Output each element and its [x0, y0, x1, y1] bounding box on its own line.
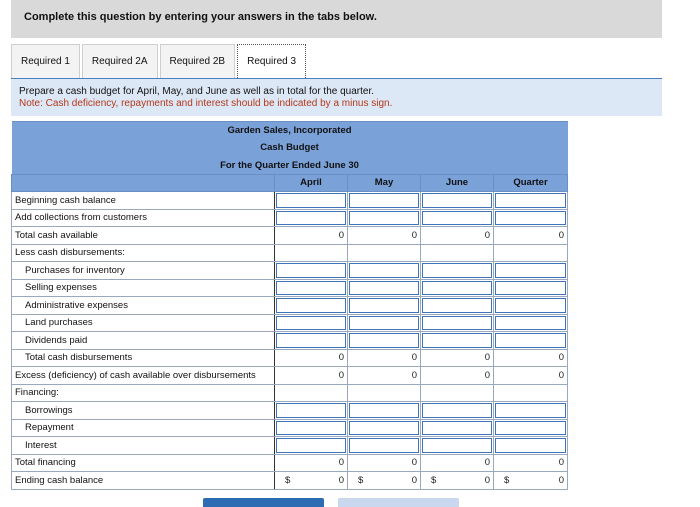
input-may[interactable] — [349, 316, 419, 331]
row-label: Selling expenses — [12, 279, 275, 297]
input-cell[interactable] — [275, 419, 348, 437]
input-cell[interactable] — [494, 402, 568, 420]
column-header-quarter: Quarter — [494, 174, 568, 192]
cell-value: 0 — [411, 474, 417, 486]
period-header-row — [12, 157, 568, 175]
input-cell[interactable] — [348, 297, 421, 315]
cell-value: 0 — [558, 369, 565, 381]
input-may[interactable] — [349, 298, 419, 313]
input-april[interactable] — [276, 438, 346, 453]
input-april[interactable] — [276, 403, 346, 418]
computed-cell-quarter — [494, 367, 568, 385]
company-header-row — [12, 122, 568, 140]
instructions-note: Note: Cash deficiency, repayments and interest should be indicated by a minus sign. — [19, 98, 393, 109]
input-quarter[interactable] — [495, 281, 566, 296]
input-cell[interactable] — [275, 262, 348, 280]
input-may[interactable] — [349, 193, 419, 208]
tab-required-2b[interactable]: Required 2B — [160, 44, 236, 78]
input-june[interactable] — [422, 316, 492, 331]
input-june[interactable] — [422, 281, 492, 296]
row-label: Ending cash balance — [12, 472, 275, 490]
empty-cell — [348, 244, 421, 262]
computed-cell-quarter — [494, 227, 568, 245]
cell-value: 0 — [558, 474, 565, 486]
tab-required-2a[interactable]: Required 2A — [82, 44, 158, 78]
input-cell[interactable] — [275, 437, 348, 455]
input-may[interactable] — [349, 438, 419, 453]
input-june[interactable] — [422, 421, 492, 436]
cell-value: 0 — [558, 352, 565, 364]
input-cell[interactable] — [421, 332, 494, 350]
input-june[interactable] — [422, 438, 492, 453]
cell-value: 0 — [338, 352, 344, 364]
input-cell[interactable] — [494, 192, 568, 210]
question-header-bar — [11, 0, 662, 38]
computed-cell-quarter — [494, 472, 568, 490]
input-may[interactable] — [349, 263, 419, 278]
tab-bar — [11, 44, 308, 78]
row-label: Less cash disbursements: — [12, 244, 275, 262]
row-label: Total cash disbursements — [12, 349, 275, 367]
cell-value: 0 — [484, 474, 490, 486]
table-row — [12, 314, 568, 332]
computed-cell-may — [348, 227, 421, 245]
cell-value: 0 — [484, 229, 490, 241]
computed-cell-april — [275, 454, 348, 472]
empty-cell — [275, 384, 348, 402]
previous-tab-button[interactable] — [203, 498, 324, 507]
empty-cell — [421, 384, 494, 402]
cell-value: 0 — [411, 352, 417, 364]
row-label: Purchases for inventory — [12, 262, 275, 280]
input-april[interactable] — [276, 211, 346, 226]
computed-cell-april — [275, 349, 348, 367]
cell-value: 0 — [411, 369, 417, 381]
input-cell[interactable] — [348, 314, 421, 332]
cell-value: 0 — [338, 229, 344, 241]
input-cell[interactable] — [421, 437, 494, 455]
computed-cell-may — [348, 367, 421, 385]
table-row — [12, 384, 568, 402]
input-cell[interactable] — [275, 402, 348, 420]
input-april[interactable] — [276, 298, 346, 313]
column-header-may: May — [348, 174, 421, 192]
computed-cell-quarter — [494, 454, 568, 472]
table-row — [12, 244, 568, 262]
input-cell[interactable] — [275, 192, 348, 210]
row-label: Total financing — [12, 454, 275, 472]
cash-budget-table — [11, 121, 568, 490]
cell-value: 0 — [338, 369, 344, 381]
computed-cell-may — [348, 454, 421, 472]
input-cell[interactable] — [275, 279, 348, 297]
row-label: Add collections from customers — [12, 209, 275, 227]
row-label: Dividends paid — [12, 332, 275, 350]
input-april[interactable] — [276, 333, 346, 348]
input-cell[interactable] — [275, 209, 348, 227]
input-april[interactable] — [276, 316, 346, 331]
input-cell[interactable] — [275, 314, 348, 332]
question-title: Complete this question by entering your answers in the tabs below. — [24, 11, 377, 23]
input-cell[interactable] — [421, 419, 494, 437]
computed-cell-may — [348, 472, 421, 490]
cell-value: 0 — [484, 369, 490, 381]
dollar-sign: $ — [431, 475, 437, 486]
table-row — [12, 262, 568, 280]
input-cell[interactable] — [275, 332, 348, 350]
row-label: Financing: — [12, 384, 275, 402]
row-label: Land purchases — [12, 314, 275, 332]
computed-cell-april — [275, 227, 348, 245]
table-row — [12, 437, 568, 455]
cell-value: 0 — [338, 474, 344, 486]
next-tab-button[interactable] — [338, 498, 459, 507]
input-may[interactable] — [349, 281, 419, 296]
input-cell[interactable] — [494, 297, 568, 315]
input-cell[interactable] — [348, 262, 421, 280]
input-june[interactable] — [422, 193, 492, 208]
input-april[interactable] — [276, 421, 346, 436]
title-header-row — [12, 139, 568, 157]
row-label: Borrowings — [12, 402, 275, 420]
cell-value: 0 — [558, 229, 565, 241]
input-june[interactable] — [422, 403, 492, 418]
computed-cell-quarter — [494, 349, 568, 367]
column-header-row — [12, 174, 568, 192]
table-row — [12, 332, 568, 350]
table-row — [12, 367, 568, 385]
input-cell[interactable] — [494, 314, 568, 332]
input-cell[interactable] — [275, 297, 348, 315]
empty-cell — [421, 244, 494, 262]
input-quarter[interactable] — [495, 421, 566, 436]
input-may[interactable] — [349, 421, 419, 436]
row-label: Repayment — [12, 419, 275, 437]
cell-value: 0 — [484, 457, 490, 469]
row-label: Excess (deficiency) of cash available over disbursements — [12, 367, 275, 385]
table-row — [12, 419, 568, 437]
column-header-june: June — [421, 174, 494, 192]
row-label: Interest — [12, 437, 275, 455]
input-cell[interactable] — [348, 332, 421, 350]
dollar-sign: $ — [358, 475, 364, 486]
empty-cell — [494, 384, 568, 402]
input-cell[interactable] — [494, 437, 568, 455]
budget-period: For the Quarter Ended June 30 — [12, 157, 568, 175]
input-cell[interactable] — [421, 209, 494, 227]
budget-title: Cash Budget — [12, 139, 568, 157]
input-cell[interactable] — [494, 419, 568, 437]
instructions-panel — [11, 79, 662, 116]
row-label: Administrative expenses — [12, 297, 275, 315]
input-cell[interactable] — [494, 279, 568, 297]
input-april[interactable] — [276, 281, 346, 296]
input-may[interactable] — [349, 211, 419, 226]
tab-required-3[interactable]: Required 3 — [237, 44, 306, 78]
input-cell[interactable] — [494, 262, 568, 280]
input-quarter[interactable] — [495, 211, 566, 226]
input-cell[interactable] — [348, 279, 421, 297]
table-row — [12, 192, 568, 210]
input-may[interactable] — [349, 403, 419, 418]
column-header-april: April — [275, 174, 348, 192]
input-quarter[interactable] — [495, 333, 566, 348]
computed-cell-june — [421, 472, 494, 490]
empty-cell — [275, 244, 348, 262]
input-cell[interactable] — [421, 402, 494, 420]
table-row — [12, 209, 568, 227]
cell-value: 0 — [558, 457, 565, 469]
table-row — [12, 227, 568, 245]
cell-value: 0 — [411, 457, 417, 469]
computed-cell-june — [421, 227, 494, 245]
table-row — [12, 472, 568, 490]
table-row — [12, 454, 568, 472]
dollar-sign: $ — [504, 475, 510, 486]
input-cell[interactable] — [348, 209, 421, 227]
input-may[interactable] — [349, 333, 419, 348]
computed-cell-april — [275, 367, 348, 385]
input-cell[interactable] — [421, 297, 494, 315]
input-cell[interactable] — [348, 419, 421, 437]
computed-cell-april — [275, 472, 348, 490]
table-row — [12, 349, 568, 367]
input-cell[interactable] — [348, 437, 421, 455]
row-label: Total cash available — [12, 227, 275, 245]
input-cell[interactable] — [494, 332, 568, 350]
cell-value: 0 — [411, 229, 417, 241]
cell-value: 0 — [338, 457, 344, 469]
input-cell[interactable] — [421, 262, 494, 280]
input-june[interactable] — [422, 333, 492, 348]
input-cell[interactable] — [348, 192, 421, 210]
table-row — [12, 279, 568, 297]
dollar-sign: $ — [285, 475, 291, 486]
input-cell[interactable] — [348, 402, 421, 420]
input-cell[interactable] — [421, 192, 494, 210]
cell-value: 0 — [484, 352, 490, 364]
table-row — [12, 402, 568, 420]
input-june[interactable] — [422, 263, 492, 278]
empty-cell — [494, 244, 568, 262]
empty-cell — [348, 384, 421, 402]
input-quarter[interactable] — [495, 193, 566, 208]
input-quarter[interactable] — [495, 403, 566, 418]
company-name: Garden Sales, Incorporated — [12, 122, 568, 140]
input-june[interactable] — [422, 298, 492, 313]
computed-cell-june — [421, 367, 494, 385]
input-cell[interactable] — [494, 209, 568, 227]
computed-cell-june — [421, 454, 494, 472]
tab-required-1[interactable]: Required 1 — [11, 44, 80, 78]
input-april[interactable] — [276, 263, 346, 278]
input-quarter[interactable] — [495, 298, 566, 313]
column-header-blank — [12, 174, 275, 192]
row-label: Beginning cash balance — [12, 192, 275, 210]
input-april[interactable] — [276, 193, 346, 208]
input-quarter[interactable] — [495, 316, 566, 331]
computed-cell-june — [421, 349, 494, 367]
table-row — [12, 297, 568, 315]
input-cell[interactable] — [421, 279, 494, 297]
instructions-text: Prepare a cash budget for April, May, and June as well as in total for the quarter. — [19, 86, 375, 97]
computed-cell-may — [348, 349, 421, 367]
input-june[interactable] — [422, 211, 492, 226]
input-cell[interactable] — [421, 314, 494, 332]
input-quarter[interactable] — [495, 263, 566, 278]
input-quarter[interactable] — [495, 438, 566, 453]
